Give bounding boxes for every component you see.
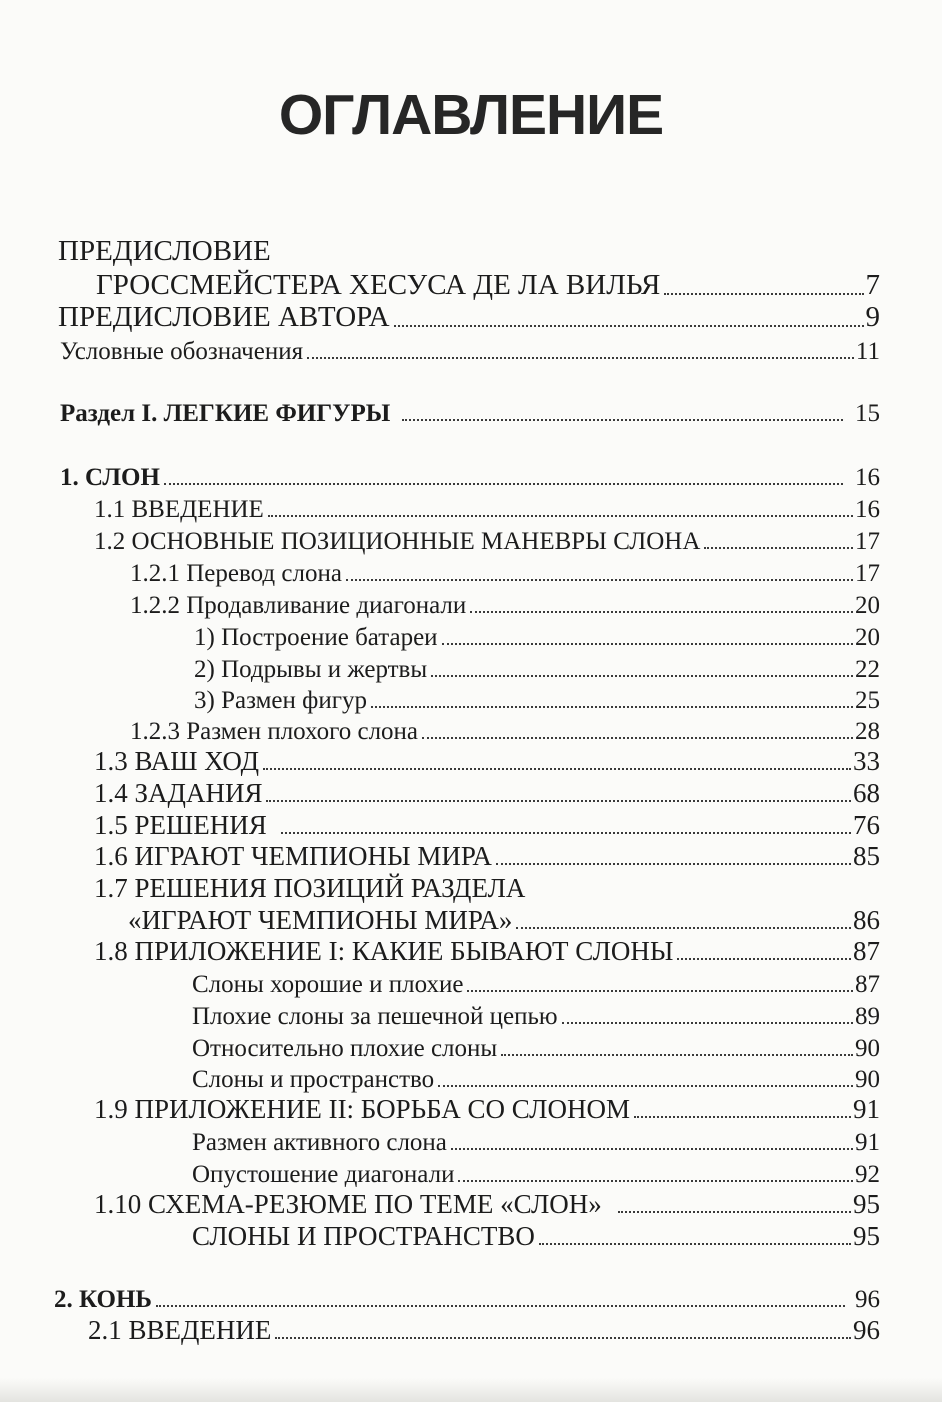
dot-leader [529,896,878,897]
dot-leader [467,989,853,992]
page-bottom-shadow [0,1378,942,1402]
dot-leader [268,514,853,517]
toc-entry-label: «ИГРАЮТ ЧЕМПИОНЫ МИРА» [128,905,513,935]
toc-entry[interactable] [88,1314,880,1346]
toc-entry-label: Опустошение диагонали [192,1161,455,1188]
dot-leader [266,799,851,802]
toc-entry[interactable] [58,302,880,334]
toc-entry[interactable] [94,1188,880,1220]
toc-entry-page: 76 [853,810,880,840]
toc-entry[interactable] [192,1157,880,1189]
toc-entry[interactable] [130,714,880,746]
toc-entry-label: 2.1 ВВЕДЕНИЕ [88,1315,272,1345]
dot-leader [438,1084,853,1087]
dot-leader [371,705,853,708]
dot-leader [263,767,851,770]
toc-entry-page: 89 [855,1003,880,1030]
toc-entry[interactable] [94,935,880,967]
toc-entry[interactable] [192,1031,880,1063]
dot-leader [346,578,853,581]
toc-entry-page: 68 [853,778,880,808]
toc-entry-page: 87 [853,936,880,966]
toc-entry[interactable] [60,334,880,366]
dot-leader [458,1179,853,1182]
dot-leader [422,736,853,739]
toc-entry-page: 17 [855,560,880,587]
toc-entry-label: Условные обозначения [60,338,304,365]
toc-entry-label: 1.6 ИГРАЮТ ЧЕМПИОНЫ МИРА [94,841,492,871]
toc-entry-label: 1.4 ЗАДАНИЯ [94,778,263,808]
toc-chapter-entry[interactable] [54,1282,880,1314]
dot-leader [431,674,853,677]
dot-leader [618,1210,851,1213]
toc-entry-page: 11 [855,338,880,365]
toc-entry-label: 1.3 ВАШ ХОД [94,746,259,776]
dot-leader [496,862,851,865]
toc-entry-page: 91 [855,1129,880,1156]
toc-entry[interactable] [94,492,880,524]
dot-leader [562,1021,853,1024]
dot-leader [634,1115,851,1118]
dot-leader [275,260,876,261]
toc-entry-label: 1.1 ВВЕДЕНИЕ [94,496,264,523]
toc-entry-page: 92 [855,1161,880,1188]
toc-entry[interactable] [192,999,880,1031]
toc-entry-page: 87 [855,971,880,998]
dot-leader [281,831,851,834]
toc-chapter-entry[interactable] [60,460,880,492]
toc-entry[interactable] [192,1125,880,1157]
toc-entry-label: ПРЕДИСЛОВИЕ АВТОРА [58,301,390,333]
toc-entry[interactable] [128,904,880,936]
toc-entry-page: 25 [855,687,880,714]
toc-entry-label: 2. КОНЬ [54,1286,152,1313]
toc-entry-label: 1.9 ПРИЛОЖЕНИЕ II: БОРЬБА СО СЛОНОМ [94,1094,630,1124]
toc-entry-label: 1.2.2 Продавливание диагонали [130,592,467,619]
toc-entry-page: 90 [855,1066,880,1093]
toc-entry-label: 3) Размен фигур [194,687,367,714]
dot-leader [394,324,864,327]
toc-entry[interactable] [94,777,880,809]
toc-entry-label: 1. СЛОН [60,464,160,491]
toc-entry[interactable] [192,1062,880,1094]
toc-entry-page: 91 [853,1094,880,1124]
toc-entry-label: Размен активного слона [192,1129,447,1156]
toc-entry-label: Относительно плохие слоны [192,1035,498,1062]
dot-leader [704,546,853,549]
toc-entry[interactable] [194,620,880,652]
toc-entry-label: 1.2.3 Размен плохого слона [130,718,419,745]
toc-entry-page: 96 [855,1286,880,1313]
toc-entry-label: СЛОНЫ И ПРОСТРАНСТВО [192,1221,535,1251]
toc-entry-label: Раздел I. ЛЕГКИЕ ФИГУРЫ [60,400,391,427]
toc-entry[interactable] [94,840,880,872]
toc-entry-page: 86 [853,905,880,935]
dot-leader [516,926,851,929]
toc-entry[interactable] [94,809,880,841]
toc-entry-page: 90 [855,1035,880,1062]
toc-entry[interactable] [96,270,880,302]
dot-leader [275,1336,851,1339]
toc-entry-page: 95 [853,1189,880,1219]
toc-entry-label: Плохие слоны за пешечной цепью [192,1003,558,1030]
toc-entry-label: Слоны хорошие и плохие [192,971,464,998]
toc-entry-label: Слоны и пространство [192,1066,435,1093]
toc-entry-page: 85 [853,841,880,871]
toc-entry-page: 20 [855,592,880,619]
dot-leader [442,642,853,645]
toc-entry-page: 22 [855,656,880,683]
toc-entry-label: 1.2 ОСНОВНЫЕ ПОЗИЦИОННЫЕ МАНЕВРЫ СЛОНА [94,528,701,555]
toc-entry[interactable] [194,652,880,684]
toc-entry[interactable] [130,556,880,588]
dot-leader [451,1147,853,1150]
toc-entry-page: 33 [853,746,880,776]
dot-leader [402,418,843,421]
toc-entry-page: 20 [855,624,880,651]
dot-leader [501,1053,853,1056]
toc-entry-label: 1.7 РЕШЕНИЯ ПОЗИЦИЙ РАЗДЕЛА [94,873,526,903]
toc-entry[interactable] [194,683,880,715]
toc-entry[interactable] [130,588,880,620]
toc-entry-page: 9 [865,301,880,333]
dot-leader [307,356,854,359]
toc-entry-label: 1.5 РЕШЕНИЯ [94,810,267,840]
toc-entry[interactable] [192,1220,880,1252]
dot-leader [539,1242,851,1245]
dot-leader [664,292,863,295]
toc-entry-label: ГРОССМЕЙСТЕРА ХЕСУСА ДЕ ЛА ВИЛЬЯ [96,269,661,301]
dot-leader [156,1304,845,1307]
toc-entry[interactable] [94,1093,880,1125]
toc-entry-label: 1.8 ПРИЛОЖЕНИЕ I: КАКИЕ БЫВАЮТ СЛОНЫ [94,936,674,966]
toc-entry-page: 15 [855,400,880,427]
toc-entry[interactable] [94,745,880,777]
toc-entry-page: 28 [855,718,880,745]
toc-entry-label: ПРЕДИСЛОВИЕ [58,235,271,267]
toc-entry-label: 1.10 СХЕМА-РЕЗЮМЕ ПО ТЕМЕ «СЛОН» [94,1189,602,1219]
toc-entry-label: 2) Подрывы и жертвы [194,656,428,683]
toc-entry-label: 1.2.1 Перевод слона [130,560,342,587]
toc-entry[interactable] [58,236,878,268]
dot-leader [164,482,843,485]
dot-leader [677,957,851,960]
page-title: ОГЛАВЛЕНИЕ [278,83,664,147]
toc-entry[interactable] [94,872,880,904]
dot-leader [470,610,853,613]
toc-entry-page: 96 [853,1315,880,1345]
toc-entry-page: 16 [855,464,880,491]
toc-entry-page: 17 [855,528,880,555]
toc-entry-page: 7 [865,269,880,301]
toc-entry[interactable] [192,967,880,999]
toc-entry[interactable] [94,524,880,556]
toc-entry-label: 1) Построение батареи [194,624,438,651]
toc-section-entry[interactable] [60,396,880,428]
toc-entry-page: 95 [853,1221,880,1251]
toc-entry-page: 16 [855,496,880,523]
